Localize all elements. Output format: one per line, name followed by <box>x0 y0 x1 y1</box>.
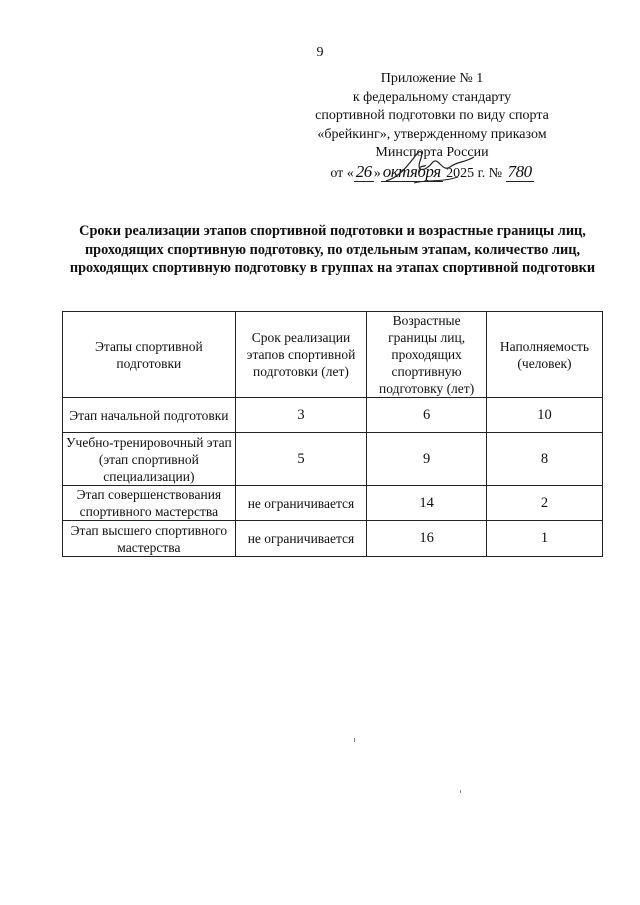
table-header-row <box>63 312 603 398</box>
cell-size: 1 <box>486 521 602 557</box>
scan-speck <box>460 790 461 793</box>
order-mid: » <box>373 165 381 181</box>
cell-duration: не ограничивается <box>235 521 367 557</box>
table-row <box>63 433 603 486</box>
order-line <box>282 163 582 184</box>
appendix-line: Приложение № 1 <box>380 71 484 86</box>
table-row <box>63 398 603 433</box>
header-duration: Срок реализации этапов спортивной подготовки (лет) <box>235 312 367 398</box>
cell-size: 8 <box>486 433 602 486</box>
cell-stage: Этап совершенствования спортивного мастерства <box>63 486 236 521</box>
header-age: Возрастные границы лиц, проходящих спортивную подготовку (лет) <box>367 312 487 398</box>
cell-stage: Этап высшего спортивного мастерства <box>63 521 236 557</box>
cell-duration: 5 <box>235 433 367 486</box>
appendix-line: спортивной подготовки по виду спорта <box>315 108 549 123</box>
appendix-line: «брейкинг», утвержденному приказом <box>317 126 547 142</box>
page-number: 9 <box>316 45 324 60</box>
header-size: Наполняемость (человек) <box>486 312 602 398</box>
order-day: 26 <box>355 161 372 181</box>
stages-table <box>62 311 603 557</box>
scan-speck <box>354 738 355 742</box>
cell-duration: не ограничивается <box>235 486 367 521</box>
cell-stage: Этап начальной подготовки <box>63 398 236 433</box>
order-year: 2025 г. № <box>446 165 503 181</box>
table-row <box>63 486 603 521</box>
cell-size: 2 <box>486 486 602 521</box>
appendix-header <box>282 70 582 183</box>
cell-duration: 3 <box>235 398 367 433</box>
order-month: октября <box>382 161 441 181</box>
cell-age: 6 <box>367 398 487 433</box>
appendix-line: к федеральному стандарту <box>352 89 512 105</box>
cell-age: 9 <box>367 433 487 486</box>
order-number: 780 <box>507 161 532 181</box>
order-prefix: от « <box>330 165 354 181</box>
document-title: Сроки реализации этапов спортивной подготовки и возрастные границы лиц, проходящих спортивную подготовку, по отдельным этапам, количество лиц, проходящих спортивную подготовку в группах на этапах спортивной подготовки <box>69 223 596 276</box>
table-row <box>63 521 603 557</box>
appendix-line: Минспорта России <box>375 145 489 160</box>
cell-age: 14 <box>367 486 487 521</box>
cell-age: 16 <box>367 521 487 557</box>
header-stages: Этапы спортивной подготовки <box>63 312 236 398</box>
cell-stage: Учебно-тренировочный этап (этап спортивной специализации) <box>63 433 236 486</box>
cell-size: 10 <box>486 398 602 433</box>
